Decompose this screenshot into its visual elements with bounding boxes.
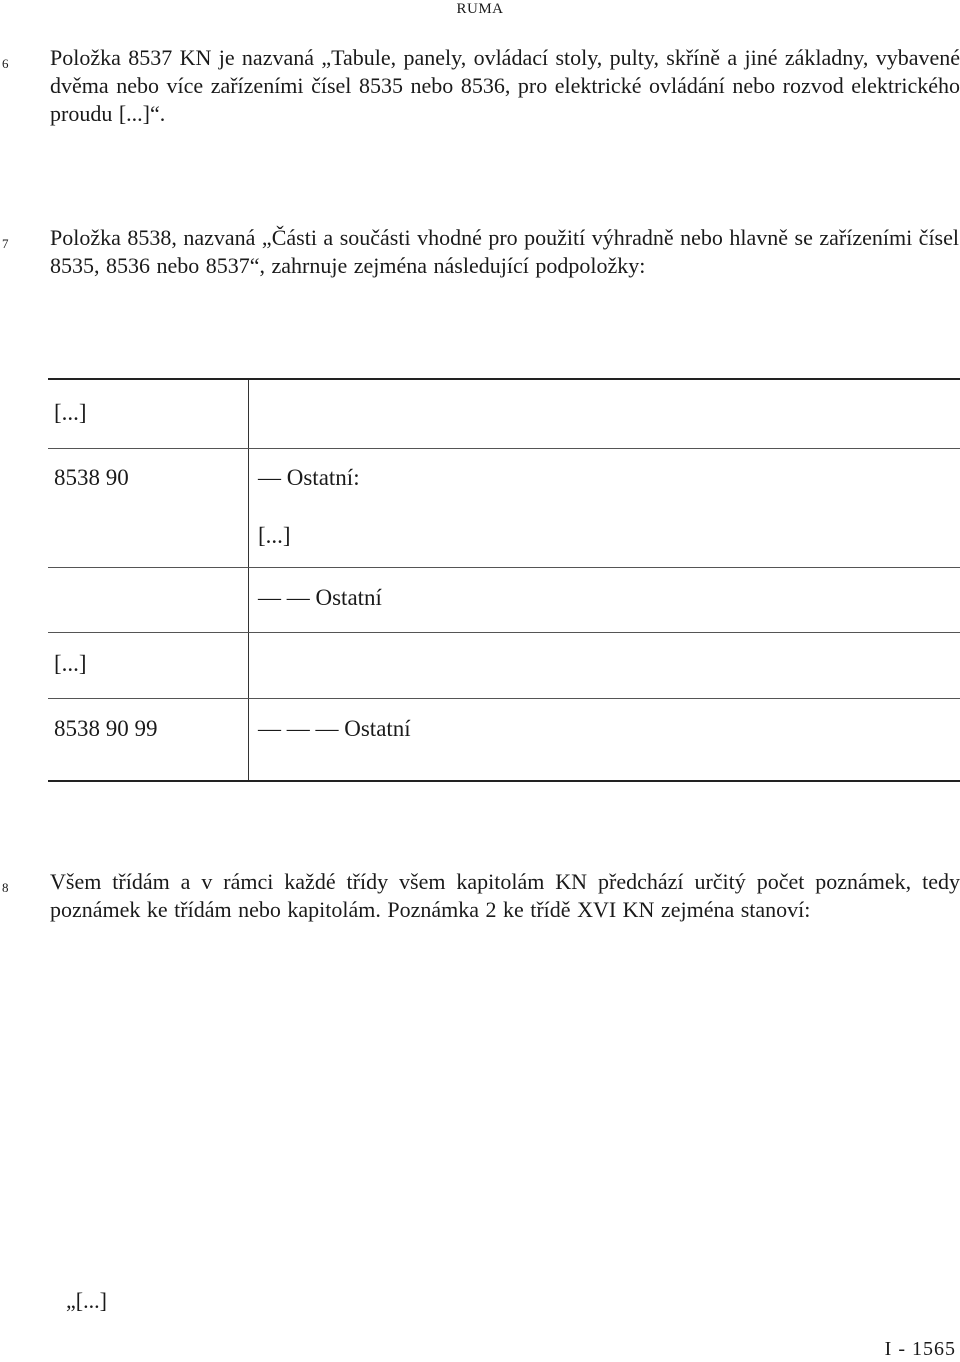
- row-divider: [48, 567, 960, 568]
- quote-start: „[...]: [66, 1288, 107, 1313]
- row-divider: [48, 698, 960, 699]
- paragraph-text: Položka 8538, nazvaná „Části a součásti vhodné pro použití výhradně nebo hlavně se zařízeními čísel 8535, 8536 nebo 8537“, zahrnuje zejména následující podpoložky:: [50, 225, 959, 278]
- row-divider: [48, 448, 960, 449]
- row-divider: [48, 632, 960, 633]
- paragraph-number: 8: [2, 880, 9, 895]
- table-description-cell: — — — Ostatní: [258, 716, 411, 741]
- table-description-cell: — Ostatní:: [258, 465, 360, 490]
- table-code-cell: 8538 90 99: [54, 716, 158, 741]
- paragraph-6: [2, 44, 960, 128]
- paragraph-7: [2, 224, 960, 280]
- paragraph-8: [2, 868, 960, 924]
- table-description-cell: — — Ostatní: [258, 585, 382, 610]
- subheading-table: [48, 378, 960, 782]
- paragraph-text: Položka 8537 KN je nazvaná „Tabule, panely, ovládací stoly, pulty, skříně a jiné základny, vybavené dvěma nebo více zařízeními čísel 8535 nebo 8536, pro elektrické ovládání nebo rozvod elektrického proudu [...]“.: [50, 45, 960, 126]
- column-divider: [248, 380, 249, 780]
- table-code-cell: [...]: [54, 400, 87, 425]
- table-description-cell: [...]: [258, 523, 291, 548]
- page-number: I - 1565: [884, 1338, 956, 1360]
- paragraph-text: Všem třídám a v rámci každé třídy všem kapitolám KN předchází určitý počet poznámek, tedy poznámek ke třídám nebo kapitolám. Poznámka 2 ke třídě XVI KN zejména stanoví:: [50, 869, 960, 922]
- paragraph-number: 6: [2, 56, 9, 71]
- table-code-cell: 8538 90: [54, 465, 129, 490]
- paragraph-number: 7: [2, 236, 9, 251]
- table-code-cell: [...]: [54, 651, 87, 676]
- running-header: RUMA: [456, 1, 504, 17]
